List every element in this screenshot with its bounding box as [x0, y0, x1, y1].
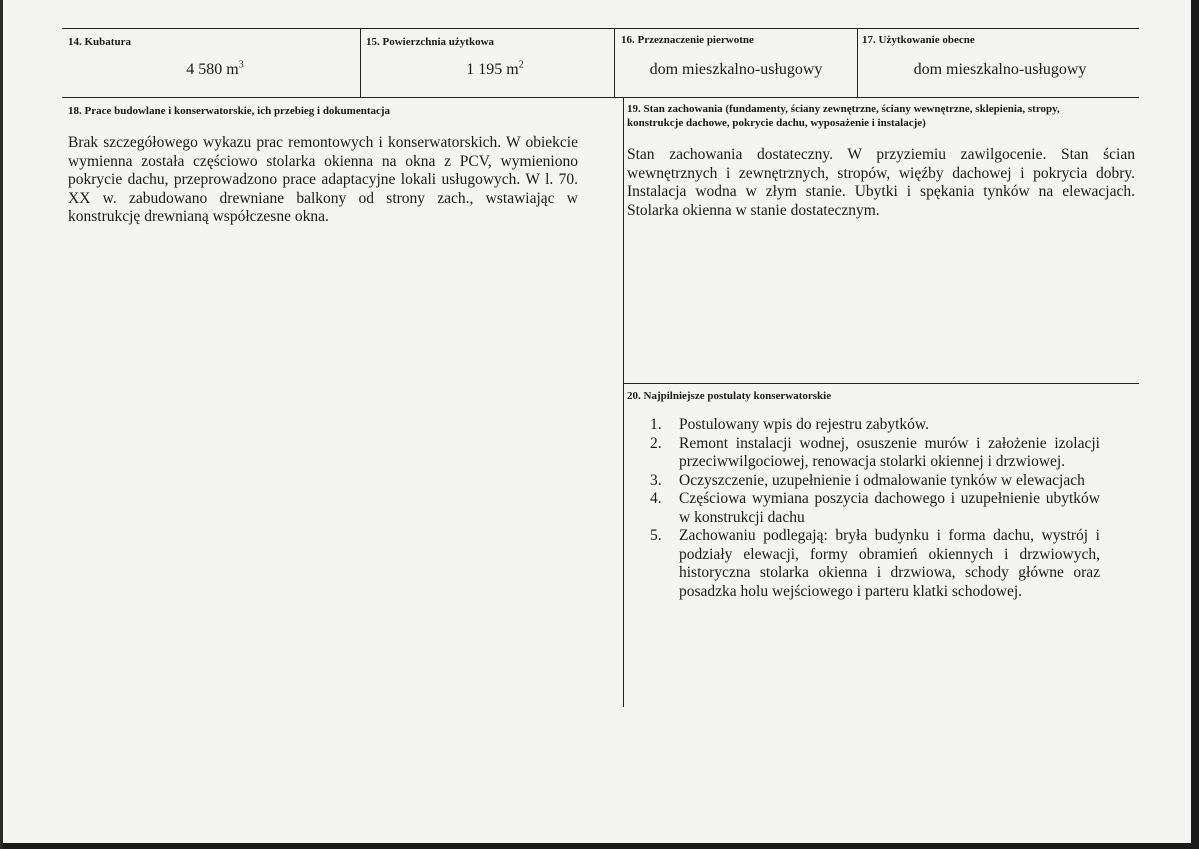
field-18-text: Brak szczegółowego wykazu prac remontowych i konserwatorskich. W obiekcie wymienna została częściowo stolarka okienna na okna z PCV, wymieniono pokrycie dachu, przeprowadzono prace adaptacyjne lokali usługowych. W l. 70. XX w. zabudowano drewniane balkony od strony zach., wstawiając w konstrukcję drewnianą współczesne okna.	[68, 134, 578, 225]
list-item	[650, 416, 1100, 435]
scan-edge-bottom	[0, 843, 1199, 849]
list-item-number: 2.	[650, 434, 662, 452]
field-19-label-line2: konstrukcje dachowe, pokrycie dachu, wyposażenie i instalacje)	[627, 117, 926, 129]
list-item-text: Częściowa wymiana poszycia dachowego i uzupełnienie ubytków w konstrukcji dachu	[679, 490, 1100, 526]
list-item-text: Postulowany wpis do rejestru zabytków.	[679, 416, 929, 433]
scan-edge-right	[1191, 0, 1199, 849]
list-item	[650, 435, 1100, 472]
postulates-list	[650, 416, 1100, 601]
field-19-label-line1: 19. Stan zachowania (fundamenty, ściany zewnętrzne, ściany wewnętrzne, sklepienia, stropy,	[627, 103, 1060, 115]
scan-edge-left	[0, 0, 3, 849]
list-item-text: Remont instalacji wodnej, osuszenie murów i założenie izolacji przeciwwilgociowej, renowacja stolarki okiennej i drzwiowej.	[679, 434, 1100, 470]
col-divider-14-15	[360, 28, 361, 97]
field-15-value: 1 195 $m^2$	[466, 59, 524, 78]
list-item-text: Oczyszczenie, uzupełnienie i odmalowanie tynków w elewacjach	[679, 471, 1085, 489]
list-item	[650, 472, 1100, 491]
field-15-label: 15. Powierzchnia użytkowa	[366, 36, 495, 48]
list-item-number: 1.	[650, 416, 662, 433]
col-divider-main	[623, 97, 624, 707]
top-rule	[62, 28, 1139, 29]
list-item-text: Zachowaniu podlegają: bryła budynku i forma dachu, wystrój i podziały elewacji, formy obramień okiennych i drzwiowych, historyczna stolarka okienna i drzwiowa, schody główne oraz posadzka holu wejściowego i parteru klatki schodowej.	[679, 527, 1100, 600]
field-19-label	[627, 102, 1137, 130]
list-item	[650, 527, 1100, 601]
row-divider-20	[623, 383, 1139, 384]
list-item-number: 3.	[650, 471, 662, 489]
field-20-label: 20. Najpilniejsze postulaty konserwatorskie	[627, 390, 832, 402]
col-divider-16-17	[857, 28, 858, 97]
field-18-label: 18. Prace budowlane i konserwatorskie, ich przebieg i dokumentacja	[68, 105, 391, 117]
field-16-label: 16. Przeznaczenie pierwotne	[621, 34, 754, 46]
row-divider-1	[62, 97, 1139, 98]
list-item-number: 5.	[650, 527, 662, 544]
field-17-value: dom mieszkalno-usługowy	[913, 61, 1087, 78]
field-17-label: 17. Użytkowanie obecne	[862, 34, 975, 46]
field-14-label: 14. Kubatura	[68, 36, 131, 48]
field-14-value: 4 580 $m^3$	[186, 59, 244, 78]
col-divider-15-16	[614, 28, 615, 97]
field-16-value: dom mieszkalno-usługowy	[649, 61, 823, 78]
field-19-text: Stan zachowania dostateczny. W przyziemiu zawilgocenie. Stan ścian wewnętrznych i zewnętrznych, stropów, więźby dachowej i pokrycia dobry. Instalacja wodna w złym stanie. Ubytki i spękania tynków na elewacjach. Stolarka okienna w stanie dostatecznym.	[627, 146, 1135, 219]
list-item	[650, 490, 1100, 527]
list-item-number: 4.	[650, 490, 662, 507]
